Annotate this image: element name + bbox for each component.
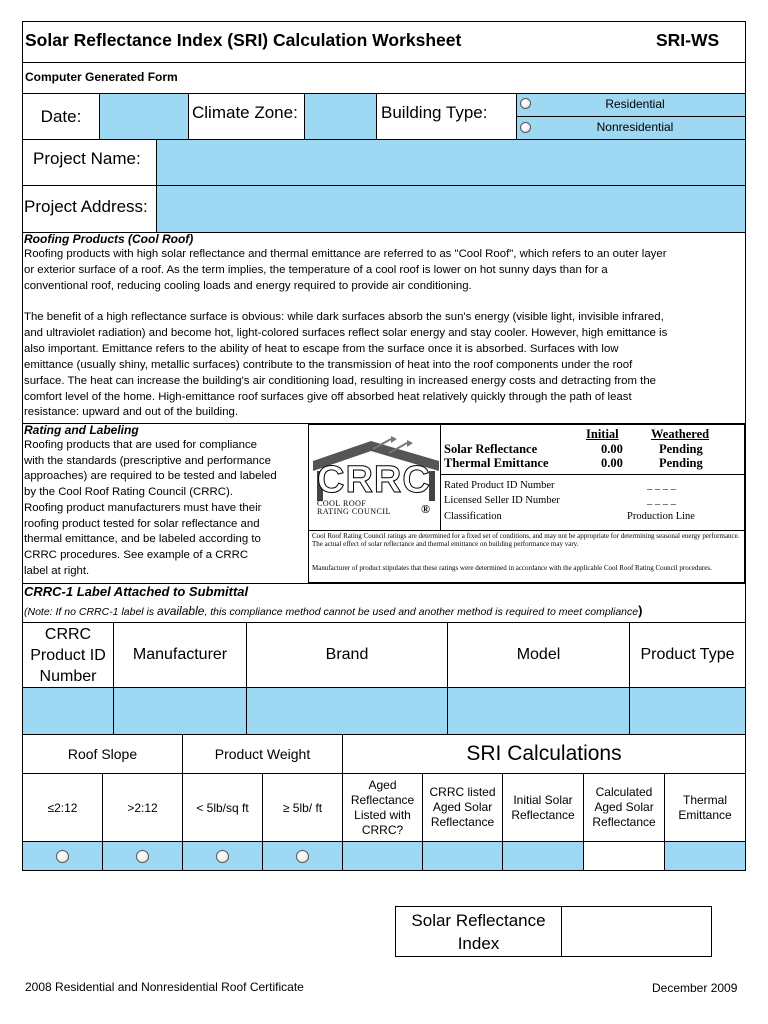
crrc-divider-vertical <box>440 425 441 530</box>
footer-left: 2008 Residential and Nonresidential Roof Certificate <box>25 980 304 994</box>
text-line: comfort level of the home. High-emittance roof surfaces give off absorbed heat relatively quickly through the path of least <box>24 390 632 403</box>
weight-low-radio[interactable] <box>216 850 229 863</box>
text-line: with the standards (prescriptive and performance <box>24 454 271 467</box>
nonresidential-radio[interactable] <box>520 122 531 133</box>
project-name-label: Project Name: <box>33 149 141 168</box>
crrc1-note-part: (Note: If no CRRC-1 label is <box>24 606 158 618</box>
crrc-seller-id-value: _ _ _ _ <box>647 495 676 506</box>
date-label: Date: <box>40 106 82 126</box>
text-line: thermal emittance, and be labeled according to <box>24 533 261 546</box>
sri-label-cell <box>395 906 562 957</box>
slope-low-cell[interactable] <box>22 841 103 871</box>
roofing-paragraph-2 <box>24 310 746 421</box>
header-text: CRRC Product ID Number <box>30 625 106 685</box>
slope-low-radio[interactable] <box>56 850 69 863</box>
weight-high-cell[interactable] <box>262 841 343 871</box>
col-header-brand <box>246 622 448 688</box>
crrc-disclaimer-2: Manufacturer of product stipulates that these ratings were determined in accordance with the applicable Cool Roof Rating Council procedures. <box>312 564 712 572</box>
crrc1-note-part: ) <box>638 603 643 618</box>
product-type-input[interactable] <box>629 687 746 735</box>
text-line: Roofing product manufacturers must have their <box>24 501 262 514</box>
text-line: resistance: upward and out of the building. <box>24 406 239 419</box>
header-text: >2:12 <box>127 800 158 815</box>
header-text: Initial Solar Reflectance <box>511 792 575 822</box>
roof-slope-header <box>22 734 183 774</box>
col-header-product-id <box>22 622 114 688</box>
text-line: The benefit of a high reflectance surface is obvious: while dark surfaces absorb the sun's energy (visible light, invisible infrared, <box>24 311 664 323</box>
text-line: CRRC procedures. See example of a CRRC <box>24 548 249 561</box>
text-line: surface. The heat can increase the building's air conditioning load, resulting in increased energy costs and detracting from the <box>24 374 656 387</box>
slope-high-header <box>102 773 183 842</box>
climate-zone-label: Climate Zone: <box>192 103 298 122</box>
product-id-input[interactable] <box>22 687 114 735</box>
residential-label: Residential <box>605 97 665 111</box>
crrc-seller-id: Licensed Seller ID Number <box>444 495 560 506</box>
slope-high-radio[interactable] <box>136 850 149 863</box>
crrc-rated-id: Rated Product ID Number <box>444 480 555 491</box>
text-line: conventional roof, reducing cooling loads and energy required to provide air conditioning. <box>24 279 472 292</box>
crrc-council-line1: COOL ROOF <box>317 499 367 508</box>
sri-label: Solar Reflectance Index <box>411 910 546 953</box>
weight-high-radio[interactable] <box>296 850 309 863</box>
sri-value-cell <box>561 906 712 957</box>
header-text: Roof Slope <box>67 746 138 762</box>
text-line: roofing product tested for solar reflectance and <box>24 517 260 530</box>
header-text: SRI Calculations <box>466 742 622 765</box>
text-line: approaches) are required to be tested and labeled <box>24 470 277 483</box>
weight-high-header <box>262 773 343 842</box>
calculated-aged-output <box>583 841 665 871</box>
header-text: Model <box>516 646 561 663</box>
crrc-col-weathered: Weathered <box>651 427 710 441</box>
text-line: by the Cool Roof Rating Council (CRRC). <box>24 486 233 499</box>
sri-calculations-header <box>342 734 746 774</box>
crrc-listed-header <box>422 773 503 842</box>
text-line: Roofing products with high solar reflectance and thermal emittance are referred to as "Cool Roof", which refers to an outer layer <box>24 248 667 260</box>
crrc-col-initial: Initial <box>586 427 619 441</box>
initial-reflectance-header <box>502 773 584 842</box>
slope-low-header <box>22 773 103 842</box>
calculated-aged-header <box>583 773 665 842</box>
crrc-council-line2: RATING COUNCIL <box>317 507 391 516</box>
crrc-divider-mid <box>440 474 745 475</box>
thermal-emittance-header <box>664 773 746 842</box>
crrc-divider-bottom <box>309 530 745 531</box>
header-text: < 5lb/sq ft <box>196 800 249 815</box>
crrc-logo-text: CRRC <box>317 459 431 501</box>
text-line: emittance (usually shiny, metallic surfaces) contribute to the transmission of heat into the roof components under the roof <box>24 358 633 371</box>
header-text: CRRC listed Aged Solar Reflectance <box>429 785 496 829</box>
text-line: or exterior surface of a roof. As the term implies, the temperature of a cool roof is lower on hot sunny days than for a <box>24 263 608 276</box>
aged-listed-input[interactable] <box>342 841 423 871</box>
climate-zone-input[interactable] <box>304 93 377 140</box>
footer-right: December 2009 <box>652 981 738 995</box>
header-text: Product Type <box>640 646 735 663</box>
aged-listed-header <box>342 773 423 842</box>
text-line: label at right. <box>24 564 90 577</box>
crrc-sr-initial: 0.00 <box>601 442 623 456</box>
project-name-input[interactable] <box>156 139 746 186</box>
slope-high-cell[interactable] <box>102 841 183 871</box>
col-header-product-type <box>629 622 746 688</box>
crrc-sr-weathered: Pending <box>659 442 703 456</box>
text-line: Roofing products that are used for compliance <box>24 439 258 451</box>
weight-low-cell[interactable] <box>182 841 263 871</box>
project-address-label: Project Address: <box>24 197 148 216</box>
header-text: Brand <box>325 646 369 663</box>
crrc-classification: Classification <box>444 511 502 522</box>
form-code: SRI-WS <box>656 29 720 50</box>
roofing-paragraph-1 <box>24 247 746 295</box>
header-text: ≥ 5lb/ ft <box>282 800 323 815</box>
header-text: Manufacturer <box>132 646 228 663</box>
initial-reflectance-input[interactable] <box>502 841 584 871</box>
crrc1-note-part: available <box>157 604 205 618</box>
crrc-example-label <box>308 424 745 583</box>
col-header-manufacturer <box>113 622 247 688</box>
col-header-model <box>447 622 630 688</box>
product-weight-header <box>182 734 343 774</box>
header-text: Product Weight <box>214 746 311 762</box>
text-line: and ultraviolet radiation) and become hot, light-colored surfaces reflect solar energy and stay cooler. However, high emittance is <box>24 326 668 339</box>
crrc-thermal-emittance: Thermal Emittance <box>444 456 549 470</box>
crrc-rated-id-value: _ _ _ _ <box>647 480 676 491</box>
brand-input[interactable] <box>246 687 448 735</box>
crrc-disclaimer-1: Cool Roof Rating Council ratings are determined for a fixed set of conditions, and may not be appropriate for determining seasonal energy performance. The actual effect of solar reflectance and thermal emittance on building performance may vary. <box>312 532 740 549</box>
weight-low-header <box>182 773 263 842</box>
crrc1-note <box>24 603 642 618</box>
header-text: Calculated Aged Solar Reflectance <box>592 785 656 829</box>
manufacturer-input[interactable] <box>113 687 247 735</box>
residential-radio[interactable] <box>520 98 531 109</box>
crrc-listed-input[interactable] <box>422 841 503 871</box>
building-type-label: Building Type: <box>381 103 488 122</box>
thermal-emittance-input[interactable] <box>664 841 746 871</box>
header-text: ≤2:12 <box>47 800 78 815</box>
nonresidential-label: Nonresidential <box>596 120 674 134</box>
crrc-classification-value: Production Line <box>627 511 695 522</box>
crrc-registered-mark: ® <box>421 502 430 516</box>
form-title: Solar Reflectance Index (SRI) Calculation Worksheet <box>25 29 462 50</box>
model-input[interactable] <box>447 687 630 735</box>
crrc1-heading: CRRC-1 Label Attached to Submittal <box>24 584 249 599</box>
crrc-te-initial: 0.00 <box>601 456 623 470</box>
date-input[interactable] <box>99 93 189 140</box>
crrc-te-weathered: Pending <box>659 456 703 470</box>
header-text: Thermal Emittance <box>678 792 732 822</box>
crrc-solar-reflectance: Solar Reflectance <box>444 442 538 456</box>
roofing-heading: Roofing Products (Cool Roof) <box>24 232 194 246</box>
rating-heading: Rating and Labeling <box>24 423 139 437</box>
rating-paragraph <box>24 438 308 579</box>
crrc1-note-part: , this compliance method cannot be used and another method is required to meet compliance <box>204 606 639 618</box>
project-address-input[interactable] <box>156 185 746 233</box>
text-line: also important. Emittance refers to the ability of heat to escape from the surface once it is absorbed. Surfaces with low <box>24 342 619 355</box>
header-text: Aged Reflectance Listed with CRRC? <box>350 777 415 837</box>
form-subtitle: Computer Generated Form <box>25 70 178 84</box>
